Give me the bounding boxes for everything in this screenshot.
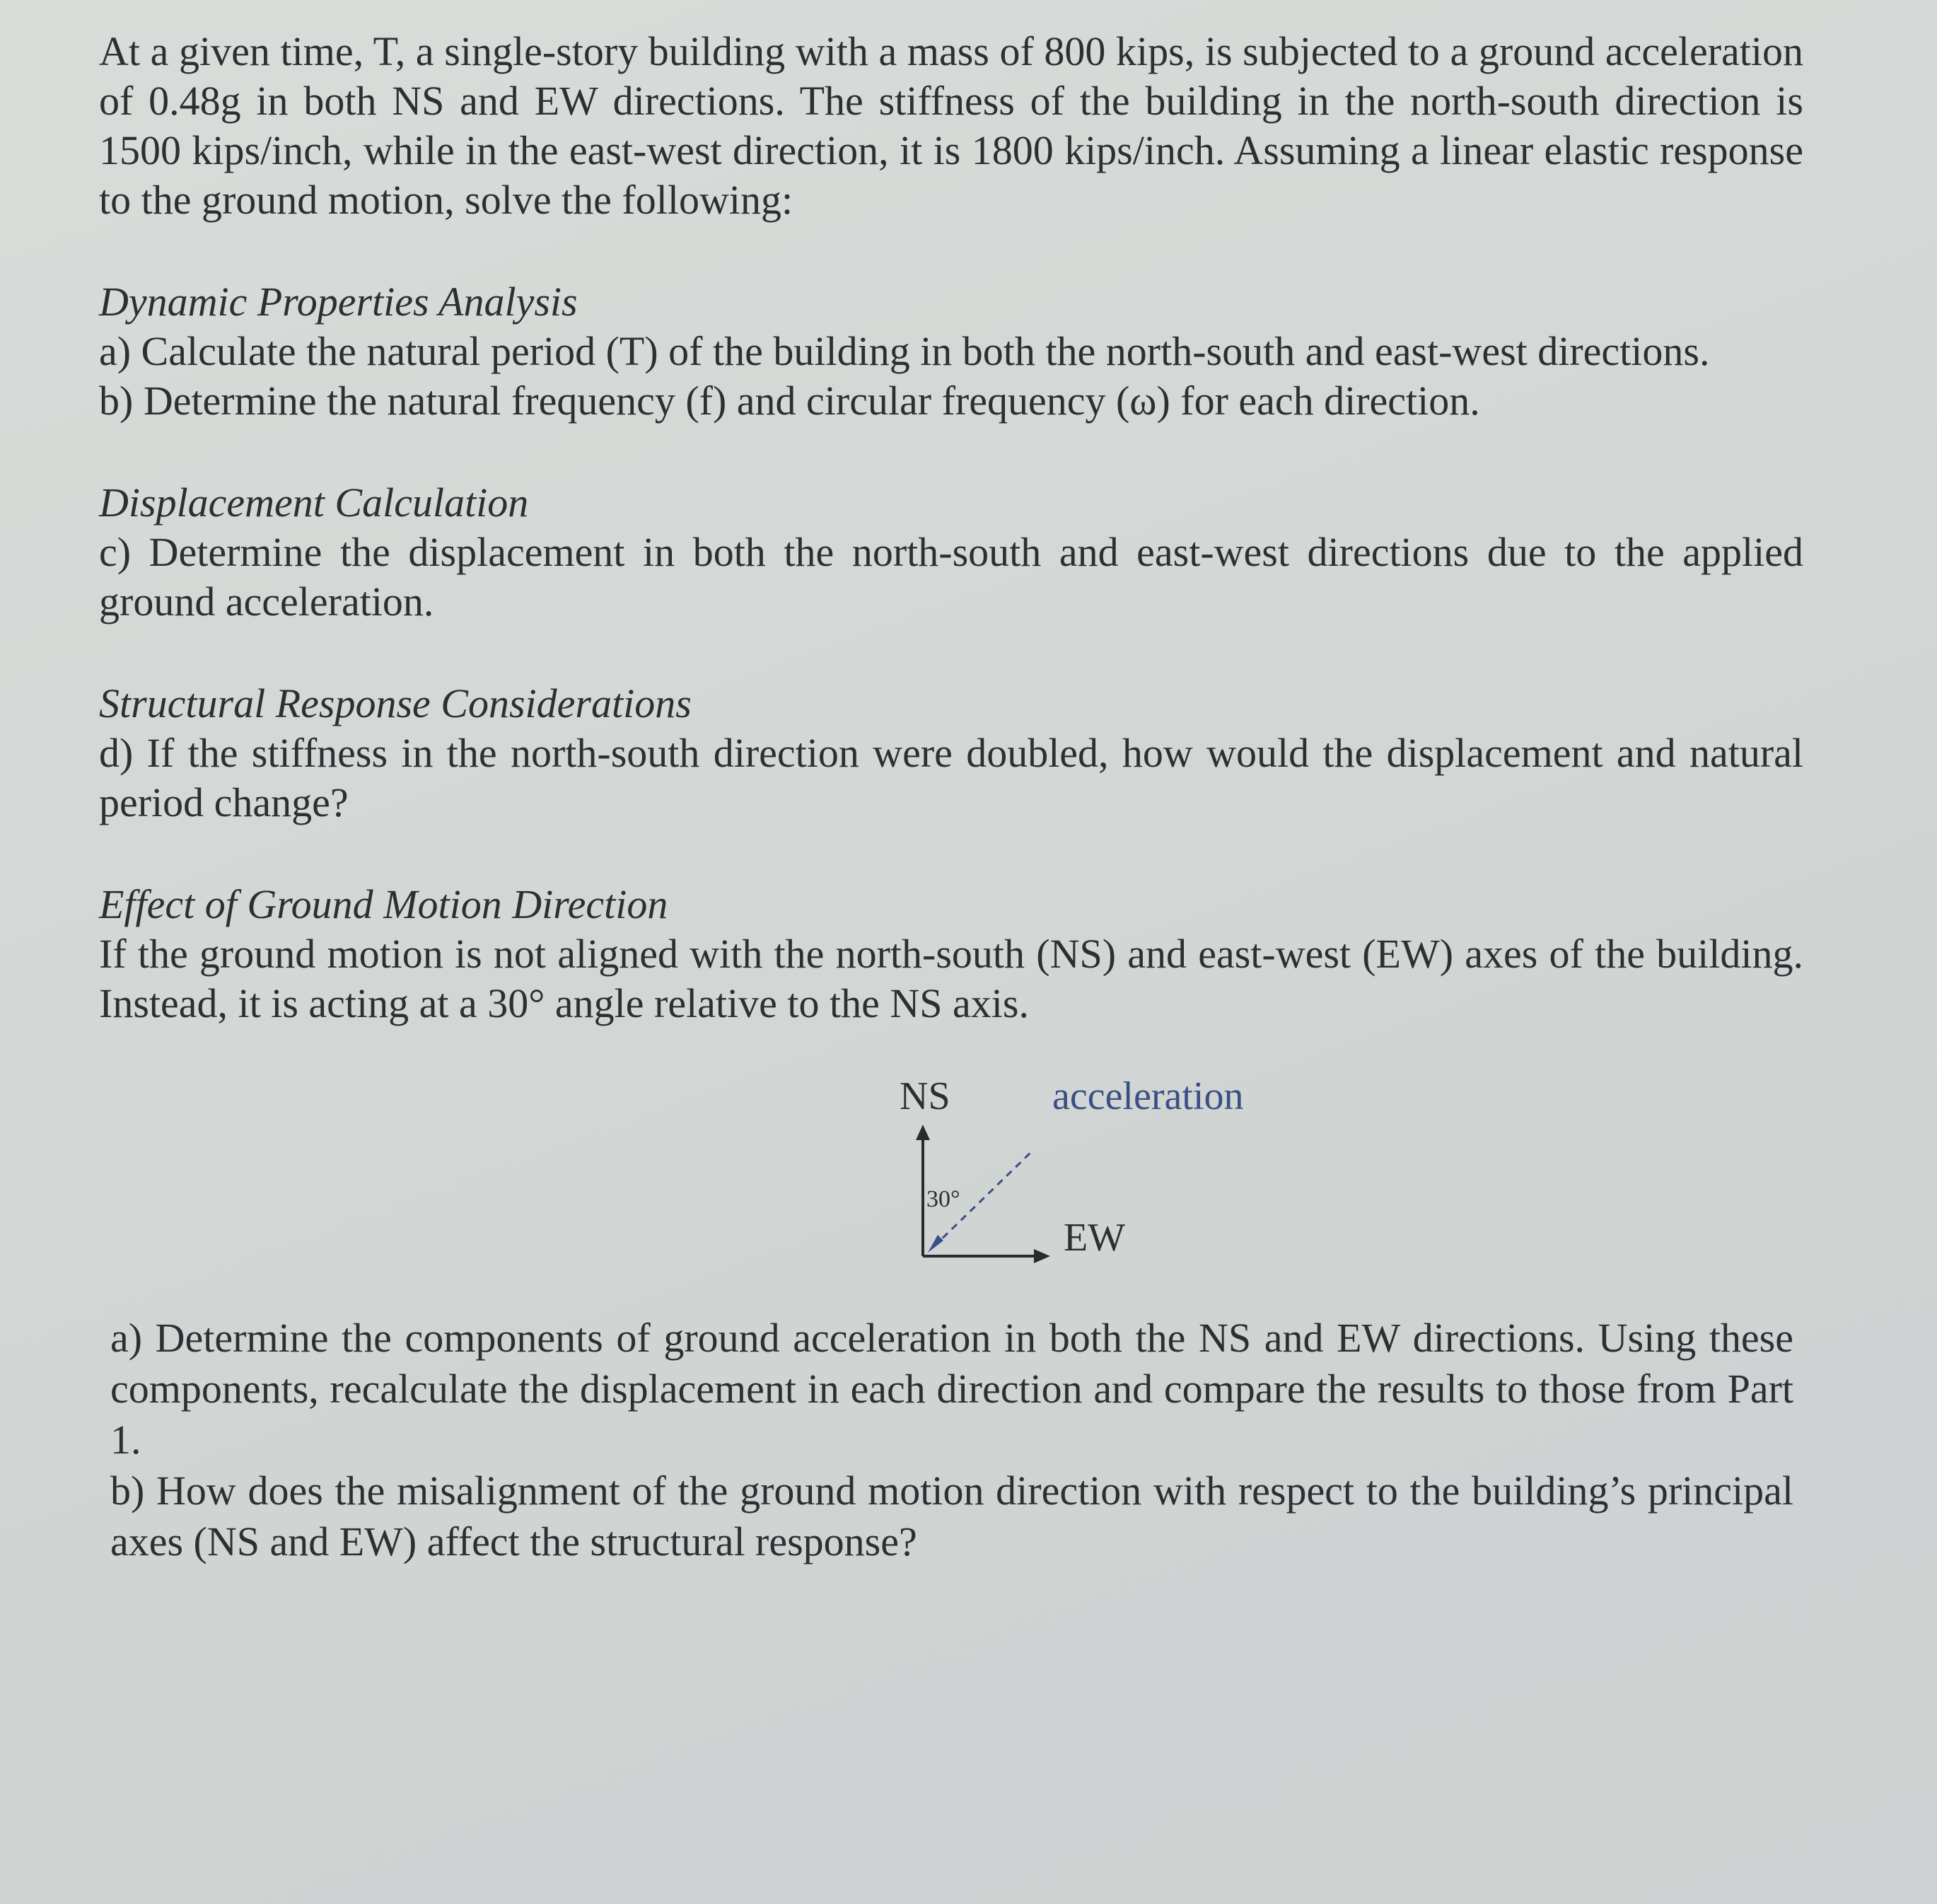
- ns-arrowhead: [916, 1125, 930, 1140]
- part-two-questions: [110, 1313, 1793, 1567]
- section-heading: Dynamic Properties Analysis: [99, 279, 578, 325]
- acceleration-arrowhead: [928, 1235, 943, 1253]
- section-heading: Structural Response Considerations: [99, 680, 692, 726]
- section-heading: Effect of Ground Motion Direction: [99, 881, 668, 927]
- section-heading: Displacement Calculation: [99, 480, 529, 526]
- misalignment-statement: If the ground motion is not aligned with the north-south (NS) and east-west (EW) axes of the building. Instead, it is acting at a 30° angle relative to the NS axis.: [99, 931, 1803, 1026]
- angle-label: 30°: [926, 1186, 960, 1212]
- section-displacement: [99, 478, 1803, 627]
- section-ground-motion-direction: [99, 880, 1803, 1028]
- axes-diagram: [877, 1075, 1344, 1287]
- section-dynamic-properties: [99, 277, 1803, 426]
- intro-paragraph: At a given time, T, a single-story building with a mass of 800 kips, is subjected to a ground acceleration of 0.48g in both NS and EW directions. The stiffness of the building in the north-south direction is 1500 kips/inch, while in the east-west direction, it is 1800 kips/inch. Assuming a linear elastic response to the ground motion, solve the following:: [99, 28, 1803, 223]
- ew-arrowhead: [1034, 1249, 1050, 1263]
- question-a: a) Calculate the natural period (T) of the building in both the north-south and east-west directions.: [99, 328, 1710, 374]
- part2-question-b: b) How does the misalignment of the ground motion direction with respect to the building’s principal axes (NS and EW) affect the structural response?: [110, 1468, 1793, 1565]
- question-b: b) Determine the natural frequency (f) and circular frequency (ω) for each direction.: [99, 378, 1480, 424]
- ew-label: EW: [1064, 1216, 1126, 1260]
- ns-label: NS: [900, 1074, 950, 1118]
- problem-statement: [99, 27, 1803, 1028]
- section-structural-response: [99, 679, 1803, 828]
- part2-question-a: a) Determine the components of ground acceleration in both the NS and EW directions. Using these components, recalculate the displacement in each direction and compare the results to those from Part 1.: [110, 1315, 1793, 1463]
- question-c: c) Determine the displacement in both the north-south and east-west directions due to the applied ground acceleration.: [99, 529, 1803, 625]
- acceleration-label: acceleration: [1052, 1074, 1244, 1118]
- question-d: d) If the stiffness in the north-south direction were doubled, how would the displacement and natural period change?: [99, 730, 1803, 825]
